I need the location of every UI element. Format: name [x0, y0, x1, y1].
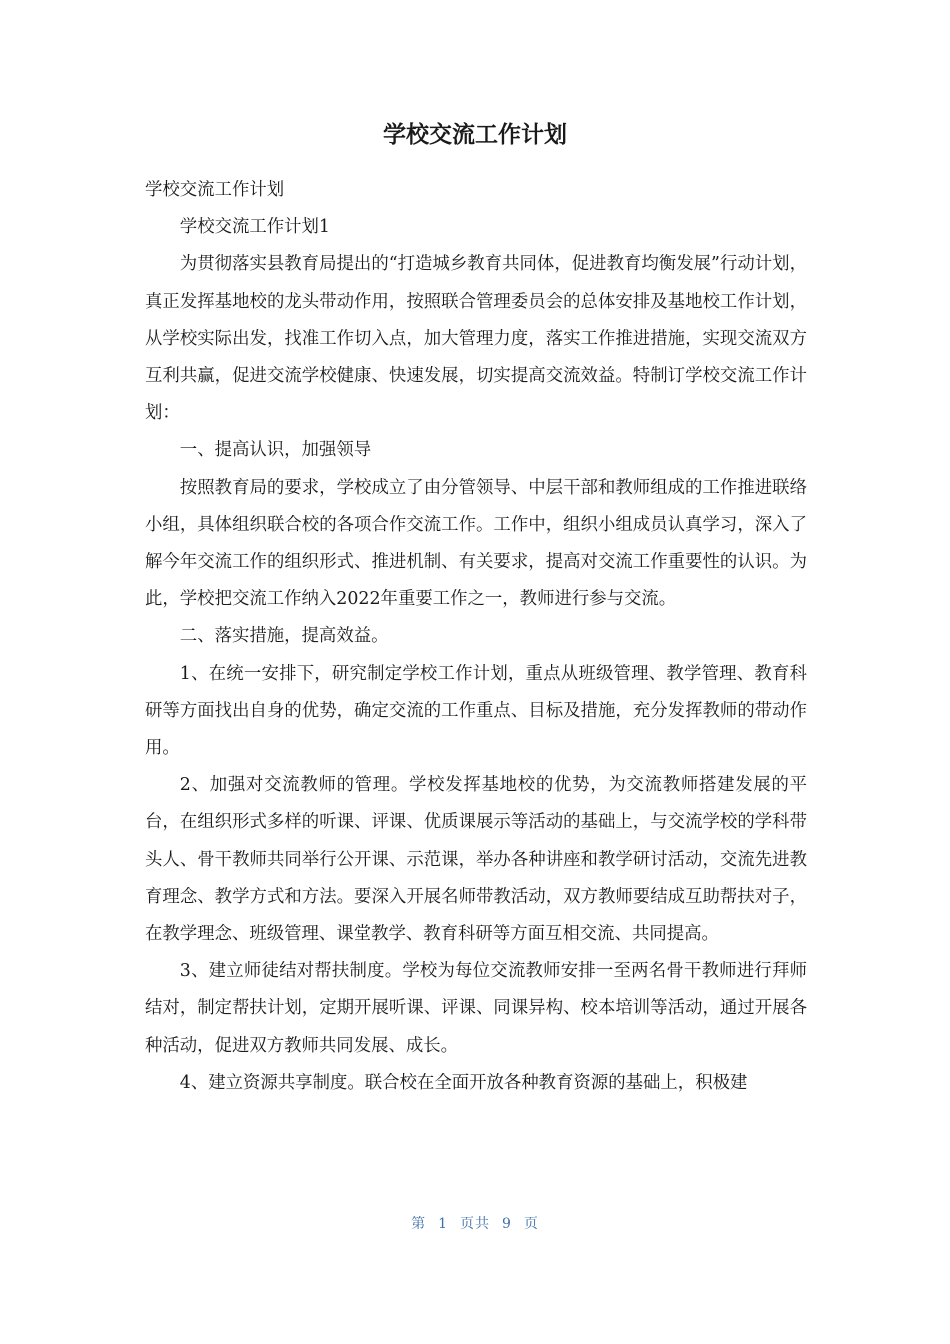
paragraph-item-4: 4、建立资源共享制度。联合校在全面开放各种教育资源的基础上，积极建 — [179, 1072, 748, 1093]
paragraph-section-1: 按照教育局的要求，学校成立了由分管领导、中层干部和教师组成的工作推进联络小组，具体组织联合校的各项合作交流工作。工作中，组织小组成员认真学习，深入了解今年交流工作的组织形式、推进机制、有关要求，提高对交流工作重要性的认识。为此，学校把交流工作纳入2022年重要工作之一，教师进行参与交流。 — [145, 477, 807, 610]
footer-current-page: 1 — [438, 1216, 448, 1232]
footer-suffix: 页 — [523, 1216, 539, 1232]
paragraph-heading: 学校交流工作计划 — [145, 180, 285, 200]
footer-prefix: 第 — [411, 1216, 427, 1232]
paragraph-intro: 为贯彻落实县教育局提出的“打造城乡教育共同体，促进教育均衡发展”行动计划，真正发挥基地校的龙头带动作用，按照联合管理委员会的总体安排及基地校工作计划，从学校实际出发，找准工作切入点，加大管理力度，落实工作推进措施，实现交流双方互利共赢，促进交流学校健康、快速发展，切实提高交流效益。特制订学校交流工作计划： — [145, 254, 807, 424]
paragraph-item-3: 3、建立师徒结对帮扶制度。学校为每位交流教师安排一至两名骨干教师进行拜师结对，制定帮扶计划，定期开展听课、评课、同课异构、校本培训等活动，通过开展各种活动，促进双方教师共同发展、成长。 — [145, 961, 807, 1056]
document-body — [145, 172, 807, 1102]
paragraph-subtitle: 学校交流工作计划1 — [179, 217, 330, 238]
section-heading-1: 一、提高认识，加强领导 — [179, 440, 372, 461]
footer-middle: 页共 — [460, 1216, 490, 1232]
page-footer — [0, 1213, 950, 1233]
section-heading-2: 二、落实措施，提高效益。 — [179, 626, 389, 647]
paragraph-item-2: 2、加强对交流教师的管理。学校发挥基地校的优势，为交流教师搭建发展的平台，在组织形式多样的听课、评课、优质课展示等活动的基础上，与交流学校的学科带头人、骨干教师共同举行公开课、示范课，举办各种讲座和教学研讨活动，交流先进教育理念、教学方式和方法。要深入开展名师带教活动，双方教师要结成互助帮扶对子，在教学理念、班级管理、课堂教学、教育科研等方面互相交流、共同提高。 — [145, 775, 807, 945]
paragraph-item-1: 1、在统一安排下，研究制定学校工作计划，重点从班级管理、教学管理、教育科研等方面找出自身的优势，确定交流的工作重点、目标及措施，充分发挥教师的带动作用。 — [145, 663, 807, 759]
document-title: 学校交流工作计划 — [383, 122, 567, 148]
footer-total-pages: 9 — [502, 1216, 512, 1232]
